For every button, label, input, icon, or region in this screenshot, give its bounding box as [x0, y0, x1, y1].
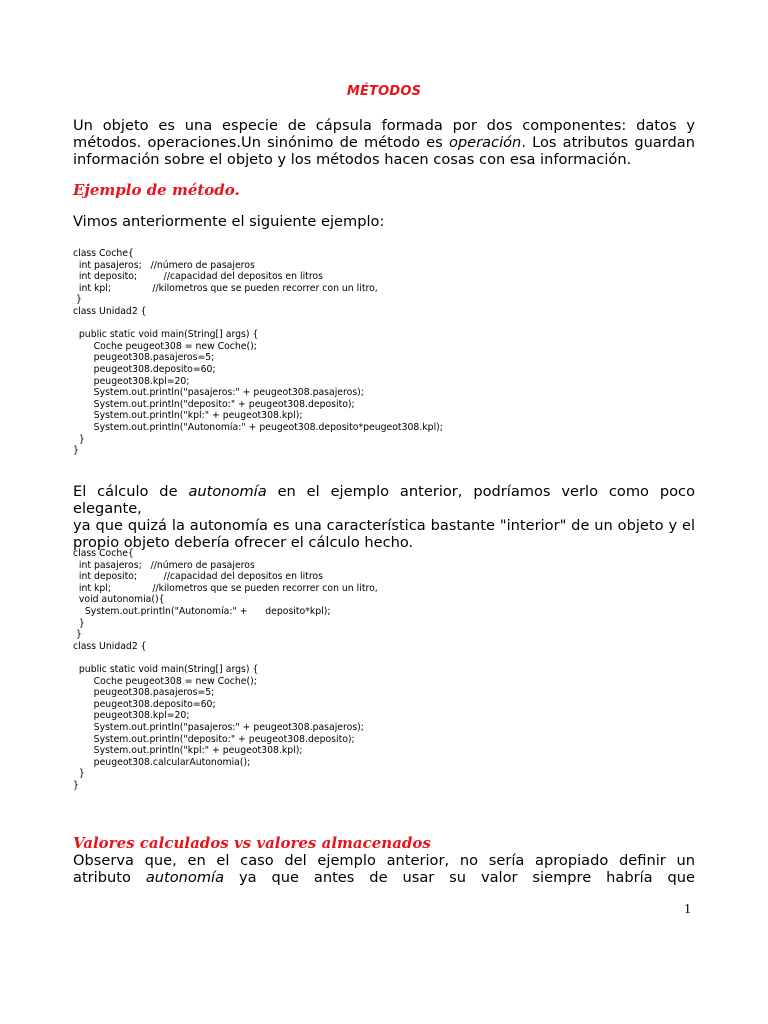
code-line: System.out.println("Autonomía:" + deposito*kpl); [73, 605, 331, 617]
code-line: System.out.println("deposito:" + peugeot308.deposito); [73, 398, 355, 410]
values-paragraph [73, 852, 695, 886]
code-line: System.out.println("pasajeros:" + peugeot308.pasajeros); [73, 721, 364, 733]
autonomia-paragraph [73, 483, 695, 551]
heading-values: Valores calculados vs valores almacenados [73, 834, 431, 852]
intro-line-1: Un objeto es una especie de cápsula formada por dos componentes: datos y [73, 117, 695, 134]
code-line: peugeot308.deposito=60; [73, 363, 216, 375]
code-line: void autonomia(){ [73, 594, 165, 606]
code-line: } [73, 617, 85, 629]
code-line: } [73, 433, 85, 445]
code-line: Coche peugeot308 = new Coche(); [73, 340, 257, 352]
code-line: peugeot308.calcularAutonomia(); [73, 756, 251, 768]
code-block-2 [73, 548, 378, 791]
code-line: class Unidad2 { [73, 640, 147, 652]
code-line: peugeot308.kpl=20; [73, 375, 190, 387]
code-line: int kpl; //kilometros que se pueden recorrer con un litro, [73, 282, 378, 294]
code-line: int kpl; //kilometros que se pueden recorrer con un litro, [73, 582, 378, 594]
code-line: peugeot308.pasajeros=5; [73, 687, 215, 699]
vimos-paragraph: Vimos anteriormente el siguiente ejemplo: [73, 213, 385, 230]
para2-line-1: El cálculo de autonomía en el ejemplo anterior, podríamos verlo como poco elegante, [73, 483, 696, 517]
code-line: peugeot308.pasajeros=5; [73, 352, 215, 364]
heading-example: Ejemplo de método. [73, 181, 240, 199]
code-line: Coche peugeot308 = new Coche(); [73, 675, 257, 687]
code-line [73, 318, 443, 330]
para2-line-3: propio objeto debería ofrecer el cálculo hecho. [73, 534, 414, 551]
code-block-1 [73, 248, 443, 457]
code-line: } [73, 629, 82, 641]
code-line: int pasajeros; //número de pasajeros [73, 259, 255, 271]
code-line: public static void main(String[] args) { [73, 329, 259, 341]
code-line: public static void main(String[] args) { [73, 663, 259, 675]
code-line: } [73, 445, 79, 457]
intro-paragraph [73, 117, 695, 168]
para3-line-1: Observa que, en el caso del ejemplo anterior, no sería apropiado definir un [73, 852, 695, 869]
code-line: System.out.println("kpl:" + peugeot308.kpl); [73, 410, 303, 422]
code-line: int deposito; //capacidad del depositos en litros [73, 271, 323, 283]
code-line: System.out.println("deposito:" + peugeot308.deposito); [73, 733, 355, 745]
code-line: System.out.println("kpl:" + peugeot308.kpl); [73, 745, 303, 757]
code-line: peugeot308.deposito=60; [73, 698, 216, 710]
code-line: System.out.println("pasajeros:" + peugeot308.pasajeros); [73, 387, 364, 399]
code-line [73, 652, 378, 664]
page-number: 1 [684, 902, 691, 917]
code-line: } [73, 294, 82, 306]
para3-line-2: atributo autonomía ya que antes de usar su valor siempre habría que [73, 869, 695, 886]
code-line: int deposito; //capacidad del depositos en litros [73, 571, 323, 583]
code-line: class Coche{ [73, 548, 134, 559]
code-line: System.out.println("Autonomía:" + peugeot308.deposito*peugeot308.kpl); [73, 421, 443, 433]
code-line: } [73, 779, 79, 791]
intro-line-3: información sobre el objeto y los métodos hacen cosas con esa información. [73, 151, 632, 168]
para2-line-2: ya que quizá la autonomía es una característica bastante "interior" de un objeto y el [73, 517, 695, 534]
code-line: class Unidad2 { [73, 305, 147, 317]
intro-line-2: métodos. operaciones.Un sinónimo de método es operación. Los atributos guardan [73, 134, 695, 151]
code-line: class Coche{ [73, 248, 134, 259]
code-line: } [73, 768, 85, 780]
code-line: peugeot308.kpl=20; [73, 710, 190, 722]
code-line: int pasajeros; //número de pasajeros [73, 559, 255, 571]
page-title: MÉTODOS [346, 84, 422, 99]
